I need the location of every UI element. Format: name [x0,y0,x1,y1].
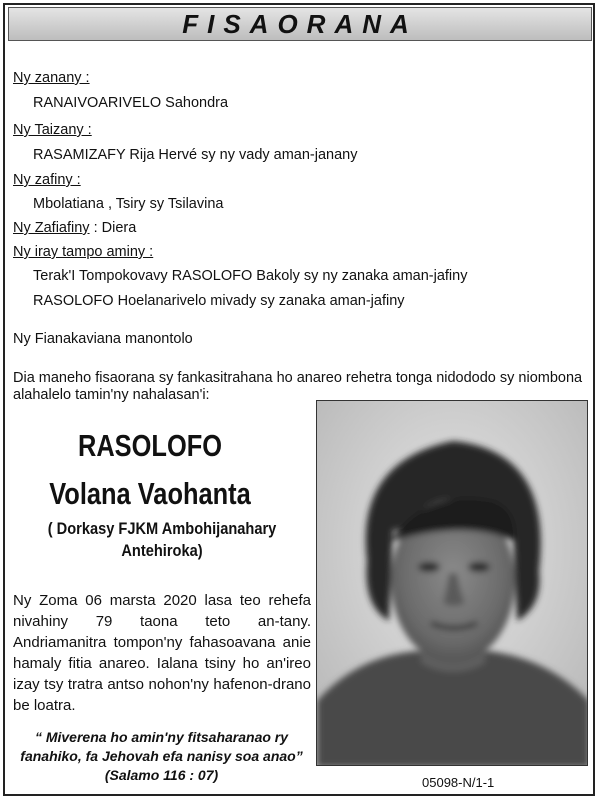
quote-text: “ Miverena ho amin'ny fitsaharanao ry fanahiko, fa Jehovah efa nanisy soa anao” [20,729,303,764]
fianakaviana: Ny Fianakaviana manontolo [13,331,193,347]
zafiafiny-row [13,220,136,237]
iray-tampo-1: Terak'I Tompokovavy RASOLOFO Bakoly sy ny zanaka aman-jafiny [33,268,468,284]
church-affiliation [12,518,312,562]
deceased-given-names: Volana Vaohanta [49,476,251,511]
zafiny-label: Ny zafiny : [13,172,81,188]
zafiafiny-label: Ny Zafiafiny [13,220,90,236]
zafiafiny-value: : Diera [89,220,137,236]
page-title: FISAORANA [182,8,418,39]
zanany-value: RANAIVOARIVELO Sahondra [33,95,229,111]
portrait-photo [316,400,588,766]
header-banner [8,7,592,41]
bible-quote [10,728,313,785]
zanany-label: Ny zanany : [13,70,90,86]
iray-tampo-2: RASOLOFO Hoelanarivelo mivady sy zanaka aman-jafiny [33,293,405,309]
taizany-label: Ny Taizany : [13,122,92,138]
quote-reference: (Salamo 116 : 07) [104,767,219,783]
iray-tampo-label: Ny iray tampo aminy : [13,244,154,260]
intro-text: Dia maneho fisaorana sy fankasitrahana ho anareo rehetra tonga nidododo sy niombona alahalelo tamin'ny nahalasan'i: [13,370,583,403]
church-text: ( Dorkasy FJKM Ambohijanahary Antehiroka) [47,519,277,560]
zafiny-value: Mbolatiana , Tsiry sy Tsilavina [33,196,224,212]
taizany-value: RASAMIZAFY Rija Hervé sy ny vady aman-janany [33,147,358,163]
body-text: Ny Zoma 06 marsta 2020 lasa teo rehefa nivahiny 79 taona teto an-tany. Andriamanitra tompon'ny fahasoavana anie hamaly fitia anareo. Ialana tsiny ho an'ireo izay tsy tratra antso nohon'ny hafenon-drano be loatra. [13,592,311,714]
deceased-surname: RASOLOFO [77,428,223,463]
portrait-image [317,401,588,766]
reference-code: 05098-N/1-1 [422,775,495,790]
